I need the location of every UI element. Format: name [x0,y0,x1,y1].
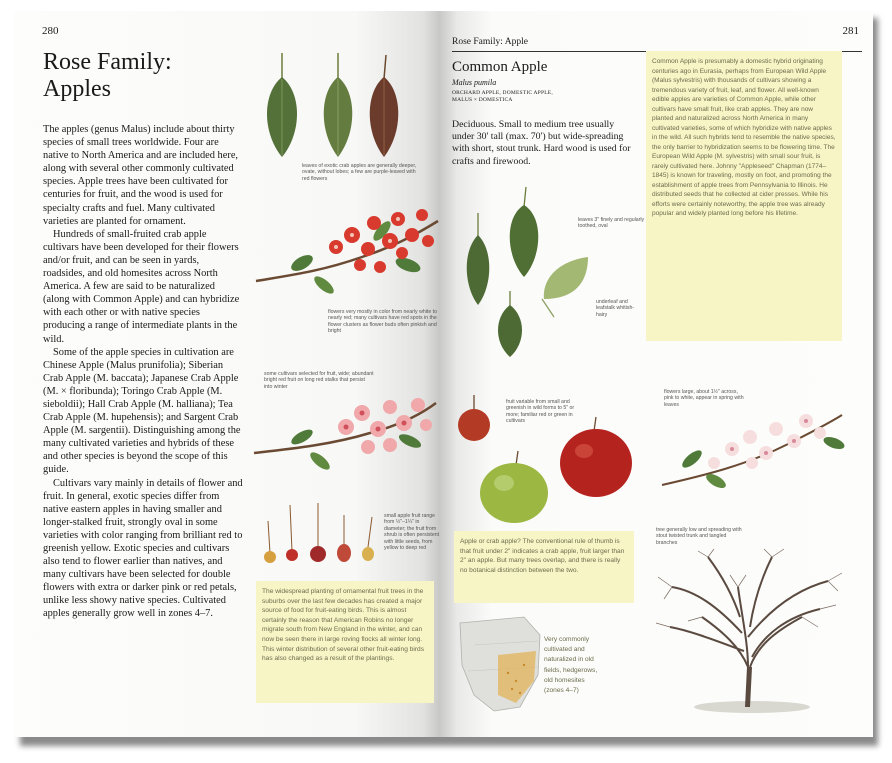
fruit-icon [337,515,351,562]
apple-tree-silhouette-illustration [652,547,852,717]
caption-red-flowers: flowers very mostly in color from nearly white to nearly red; many cultivars have red spots in the flower clusters as flower buds often pinkish and bright [328,309,437,335]
caption-underleaf: underleaf and leafstalk whitish-hairy [596,299,635,318]
apple-icon [480,451,548,523]
species-description: Deciduous. Small to medium tree usually under 30' tall (max. 70') but wide-spreading with short, stout trunk. Hard wood is used for crafts and firewood. [452,119,631,167]
fruit-icon [264,521,276,563]
caption-flowers: flowers large, about 1½" across, pink to white, appear in spring with leaves [664,389,744,408]
paragraph-3: Some of the apple species in cultivation are Chinese Apple (Malus prunifolia); Siberian Crab Apple (M. baccata); Japanese Crab Apple (M. × floribunda); Toringo Crab Apple (M. sieboldii); Hall Crab Apple (M. halliana); Tea Crab Apple (M. hupehensis); and Sargent Crab Apple (M. sargentii). Distinguishing among the many cultivated varieties and hybrids of these and other species is beyond the scope of this guide. [43,346,241,476]
right-page [440,11,873,737]
page-number-left: 280 [42,25,59,37]
caption-tree: tree generally low and spreading with stout twisted trunk and tangled branches [656,527,742,546]
running-head: Rose Family: Apple [452,37,528,47]
leaf-icon [542,257,588,317]
latin-name: Malus pumila [452,78,497,87]
fruit-icon [362,517,374,561]
caption-pink-flowers: some cultivars selected for fruit, wide; abundant bright red fruit on long red stalks that persist into winter [264,371,374,390]
crab-apple-size-box: Apple or crab apple? The conventional rule of thumb is that fruit under 2" indicates a crab apple, fruit larger than 2" an apple. But many trees overlap, and there is really no botanical distinction between the two. [454,531,634,603]
apple-icon [458,395,490,441]
left-page [14,11,440,737]
alt-names-line-2: MALUS × DOMESTICA [452,96,513,103]
leaf-icon [370,55,399,157]
caption-fruits: small apple fruit range from ½"–1¼" in diameter; the fruit from shrub is often persistent with little seeds, from yellow to deep red [384,513,440,552]
leaf-icon [467,213,490,305]
red-flower-branch-illustration [252,201,440,301]
range-map-illustration [454,615,544,715]
leaf-icon [510,187,539,277]
caption-common-leaves: leaves 3" finely and regularly toothed, oval [578,217,645,230]
pink-flower-branch-illustration [250,389,440,479]
common-apple-leaves-illustration [458,187,598,357]
species-title: Common Apple [452,59,548,75]
history-box: Common Apple is presumably a domestic hybrid originating centuries ago in Eurasia, perhaps from European Wild Apple (Malus sylvestris) with thousands of cultivars showing a tremendous variety of fruit, leaf, and flower. All well-known edible apples are varieties of Common Apple, while other cultivars have small fruit, like crab apples. They are now planted and naturalized across North America in many cultivated varieties, some of which hybridize with native apples in the wild. All such hybrids tend to resemble the native species, the only barrier to hybridization seems to be flowering time. The European Wild Apple (M. sylvestris) with small sour fruit, is rarely cultivated here. Johnny "Appleseed" Chapman (1774–1845) is known for traveling, mostly on foot, and promoting the establishment of apple trees from Pennsylvania to Illinois. He distributed seeds that he collected at cider presses. While his efforts were certainly noteworthy, the apple tree was already popular and widely planted long before his lifetime. [646,51,842,341]
common-apple-flower-branch-illustration [656,399,846,499]
fruit-icon [286,505,298,561]
body-text [43,123,243,621]
bird-note-box: The widespread planting of ornamental fruit trees in the suburbs over the last few decades has created a major source of food for fruit-eating birds. This is almost certainly the reason that American Robins no longer migrate south from New England in the winter, and can now be seen there in large roving flocks all winter long. This winter distribution of several other fruit-eating birds has also changed as a result of the plantings. [256,581,434,703]
leaf-icon [267,53,297,157]
paragraph-2: Hundreds of small-fruited crab apple cultivars have been developed for their flowers and/or fruit, and can be seen in yards, roadsides, and old homesites across North America. A few are said to be naturalized (along with Common Apple) and can hybridize with each other or with native species producing a range of intermediate plants in the wild. [43,228,240,345]
alternate-names [452,90,553,103]
leaf-icon [498,291,522,357]
leaf-icon [324,53,353,157]
page-title [43,49,172,103]
caption-leaves: leaves of exotic crab apples are generally deeper, ovate, without lobes; a few are purple-leaved with red flowers [302,163,417,182]
crab-apple-fruits-illustration [258,501,378,571]
paragraph-1: The apples (genus Malus) include about thirty species of small trees worldwide. Four are native to North America and are included here, along with several other commonly cultivated species. Apple trees have been cultivated for centuries for fruit, and the wood is used for specialty crafts and fuel. Many cultivated varieties are planted for ornament. [43,124,239,227]
paragraph-4: Cultivars vary mainly in details of flower and fruit. In general, exotic species differ from native eastern apples in having smaller and longer-stalked fruit, strongly oval in some varieties with color ranging from brilliant red to greenish yellow. Exotic species and cultivars also tend to flower earlier than natives, and many cultivars have been selected for double flowers with extra or darker pink or red petals, unlike less showy native species. Cultivated apples generally grow well in zones 4–7. [43,477,243,620]
title-line-2: Apples [43,76,111,102]
map-caption: Very commonly cultivated and naturalized in old fields, hedgerows, old homesites (zones 4–7) [544,636,598,695]
caption-fruit: fruit variable from small and greenish in wild forms to 5" or more; familiar red or green in cultivars [506,399,575,425]
page-number-right: 281 [842,25,859,37]
crab-apple-leaves-illustration [258,53,408,163]
alt-names-line-1: ORCHARD APPLE, DOMESTIC APPLE, [452,90,553,96]
title-line-1: Rose Family: [43,49,172,75]
fruit-icon [310,503,326,562]
apple-icon [560,417,632,497]
